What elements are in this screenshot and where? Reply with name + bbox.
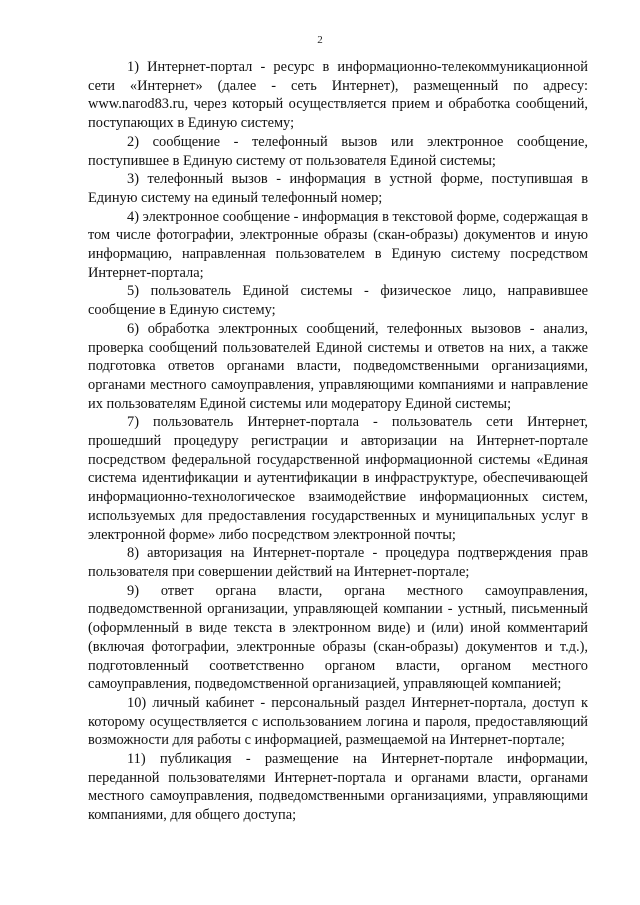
definition-item [88,208,588,283]
definition-item [88,413,588,544]
definition-text: публикация - размещение на Интернет-портале информации, переданной пользователями Интернет-портала и органами власти, органами местного самоуправления, подведомственными организациями, управляющими компаниями, для общего доступа; [88,751,589,824]
definition-text: обработка электронных сообщений, телефонных вызовов - анализ, проверка сообщений пользователей Единой системы и ответов на них, а также подготовка ответов органами власти, подведомственными организациями, органами местного самоуправления, управляющими компаниями и направление их пользователям Единой системы или модератору Единой системы; [88,320,588,412]
definition-text: сообщение - телефонный вызов или электронное сообщение, поступившее в Единую систему от пользователя Единой системы; [88,133,588,169]
definition-text: пользователь Единой системы - физическое лицо, направившее сообщение в Единую систему; [88,283,588,319]
definition-item [88,544,588,581]
definition-text: пользователь Интернет-портала - пользователь сети Интернет, прошедший процедуру регистрации и авторизации на Интернет-портале посредством федеральной государственной информационной системы «Единая система идентификации и аутентификации в инфраструктуре, обеспечивающей информационно-технологическое взаимодействие информационных систем, используемых для предоставления государственных и муниципальных услуг в электронной форме» либо посредством электронной почты; [88,414,588,543]
definition-text: личный кабинет - персональный раздел Интернет-портала, доступ к которому осуществляется с использованием логина и пароля, предоставляющий возможности для работы с информацией, размещаемой на Интернет-портале; [88,694,588,749]
definition-text: авторизация на Интернет-портале - процедура подтверждения прав пользователя при совершении действий на Интернет-портале; [88,545,588,580]
definition-item [88,320,588,414]
definition-item [88,750,588,825]
definition-number: 9) [127,582,139,599]
definition-number: 8) [127,545,139,562]
definition-item [88,582,588,694]
definition-number: 10) [127,694,147,711]
definition-item [88,133,588,170]
definition-number: 4) [127,208,139,225]
definition-number: 1) [127,59,139,75]
definition-number: 7) [127,414,139,431]
definition-item [88,694,588,750]
definition-number: 2) [127,133,139,150]
definition-number: 3) [127,171,139,188]
definition-number: 11) [127,751,146,768]
definition-text: телефонный вызов - информация в устной форме, поступившая в Единую систему на единый телефонный номер; [88,171,588,206]
definition-item [88,58,588,133]
definition-text: электронное сообщение - информация в текстовой форме, содержащая в том числе фотографии, электронные образы (скан-образы) документов и иную информацию, направленная пользователем в Единую систему посредством Интернет-портала; [88,208,588,281]
definition-text: ответ органа власти, органа местного самоуправления, подведомственной организации, управляющей компании - устный, письменный (оформленный в виде текста в электронном виде) и (или) иной комментарий (включая фотографии, электронные образы (скан-образы) документов и т.д.), подготовленный соответственно органом власти, органом местного самоуправления, подведомственной организацией, управляющей компанией; [88,582,588,693]
definitions-list [88,58,588,825]
definition-item [88,282,588,319]
definition-item [88,170,588,207]
definition-number: 5) [127,283,139,300]
definition-text: Интернет-портал - ресурс в информационно-телекоммуникационной сети «Интернет» (далее - сеть Интернет), размещенный по адресу: www.narod83.ru, через который осуществляется прием и обработка сообщений, поступающих в Единую систему; [88,59,588,132]
page-number: 2 [317,34,323,46]
definition-number: 6) [127,320,139,337]
